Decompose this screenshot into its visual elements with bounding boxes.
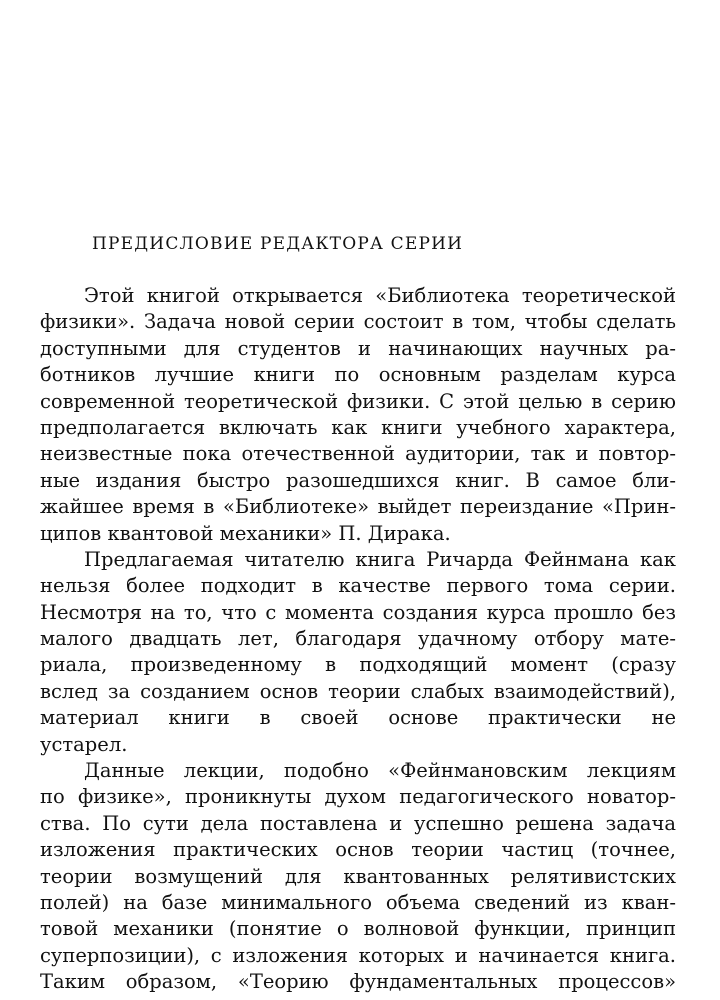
paragraph-2-line: риала, произведенному в подходящий момент (сразу: [40, 653, 676, 677]
paragraph-3-line: по физике», проникнуты духом педагогического новатор-: [40, 785, 676, 809]
paragraph-3-line: Данные лекции, подобно «Фейнмановским лекциям: [84, 759, 676, 783]
paragraph-1-line: физики». Задача новой серии состоит в том, чтобы сделать: [40, 310, 676, 334]
paragraph-3-line: теории возмущений для квантованных релятивистских: [40, 864, 676, 888]
paragraph-1-line: ные издания быстро разошедшихся книг. В самое бли-: [40, 468, 676, 492]
paragraph-1-line: предполагается включать как книги учебного характера,: [40, 415, 676, 439]
paragraph-3-line: суперпозиции), с изложения которых и начинается книга.: [40, 943, 676, 967]
body-text: [40, 283, 676, 996]
paragraph-2-line: малого двадцать лет, благодаря удачному отбору мате-: [40, 627, 676, 651]
paragraph-2-line: Несмотря на то, что с момента создания курса прошло без: [40, 600, 676, 624]
paragraph-3-line: полей) на базе минимального объема сведений из кван-: [40, 890, 676, 914]
paragraph-2-line: вслед за созданием основ теории слабых взаимодействий),: [40, 679, 676, 703]
paragraph-3-line: Таким образом, «Теорию фундаментальных процессов»: [40, 970, 676, 994]
paragraph-1-line: современной теоретической физики. С этой целью в серию: [40, 389, 676, 413]
paragraph-1-line: жайшее время в «Библиотеке» выйдет переиздание «Прин-: [40, 495, 676, 519]
paragraph-1-line: Этой книгой открывается «Библиотека теоретической: [84, 284, 676, 307]
paragraph-1-line: доступными для студентов и начинающих научных ра-: [40, 336, 676, 360]
paragraph-1-line: ботников лучшие книги по основным разделам курса: [40, 363, 676, 387]
paragraph-2-line: нельзя более подходит в качестве первого тома серии.: [40, 574, 676, 598]
paragraph-3-line: товой механики (понятие о волновой функции, принцип: [40, 917, 676, 941]
paragraph-2-line: материал книги в своей основе практически не: [40, 706, 676, 730]
paragraph-1-line: ципов квантовой механики» П. Дирака.: [40, 521, 451, 545]
paragraph-3-line: изложения практических основ теории частиц (точнее,: [40, 838, 676, 862]
paragraph-2-line: устарел.: [40, 732, 128, 756]
paragraph-3-line: ства. По сути дела поставлена и успешно решена задача: [40, 811, 676, 835]
paragraph-1-line: неизвестные пока отечественной аудитории, так и повтор-: [40, 442, 676, 466]
section-heading: ПРЕДИСЛОВИЕ РЕДАКТОРА СЕРИИ: [92, 234, 464, 254]
paragraph-2-line: Предлагаемая читателю книга Ричарда Фейнмана как: [84, 547, 676, 571]
